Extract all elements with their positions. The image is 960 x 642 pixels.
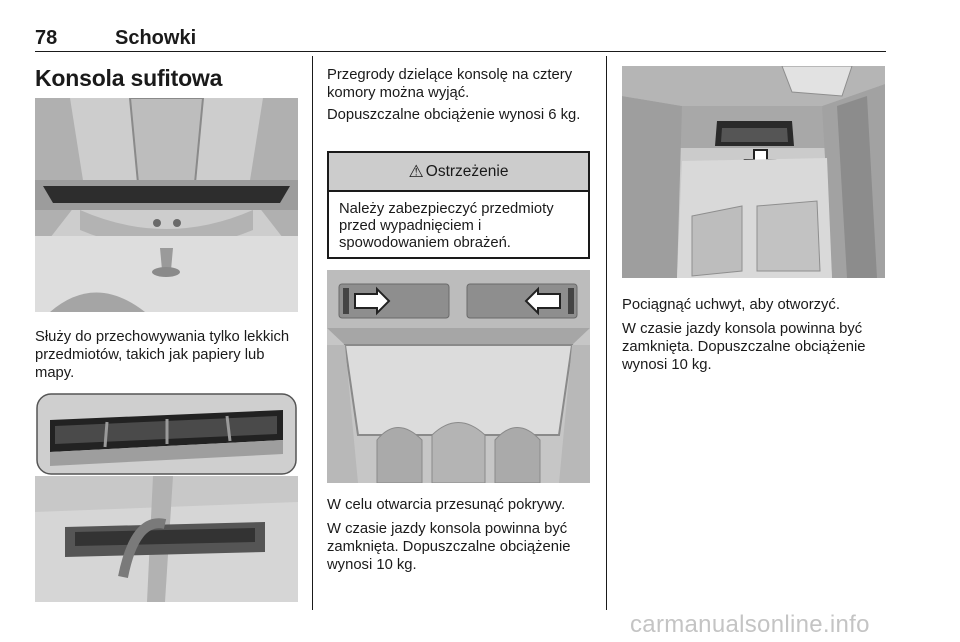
driving-note-text-2: W czasie jazdy konsola powinna być zamknięta. Dopuszczalne obciążenie wynosi 10 kg.: [622, 321, 866, 373]
sliding-covers-illustration: [327, 270, 590, 483]
watermark: carmanualsonline.info: [630, 611, 870, 638]
dividers-text: Przegrody dzielące konsolę na cztery komory można wyjąć.: [327, 67, 573, 101]
driving-note-text: W czasie jazdy konsola powinna być zamknięta. Dopuszczalne obciążenie wynosi 10 kg.: [327, 521, 571, 573]
section-title: Schowki: [115, 27, 197, 49]
warning-triangle-icon: ⚠: [408, 161, 424, 181]
warning-text: Należy zabezpieczyć przedmioty przed wypadnięciem i spowodowaniem obrażeń.: [339, 201, 554, 251]
warning-title: Ostrzeżenie: [425, 162, 509, 180]
console-compartments-illustration: [35, 392, 298, 602]
warning-header: [329, 153, 588, 192]
column-divider-1: [312, 56, 313, 610]
tailgate-console-illustration: [622, 66, 885, 278]
description-text: Służy do przechowywania tylko lekkich przedmiotów, takich jak papiery lub mapy.: [35, 329, 290, 381]
page-number: 78: [35, 27, 58, 49]
load-limit-text: Dopuszczalne obciążenie wynosi 6 kg.: [327, 107, 581, 123]
warning-box: [327, 151, 590, 259]
header-rule: [35, 51, 886, 52]
open-instruction-text: W celu otwarcia przesunąć pokrywy.: [327, 497, 566, 513]
page-title: Konsola sufitowa: [35, 65, 223, 91]
column-divider-2: [606, 56, 607, 610]
pull-handle-text: Pociągnąć uchwyt, aby otworzyć.: [622, 297, 840, 313]
overhead-console-interior-illustration: [35, 98, 298, 312]
